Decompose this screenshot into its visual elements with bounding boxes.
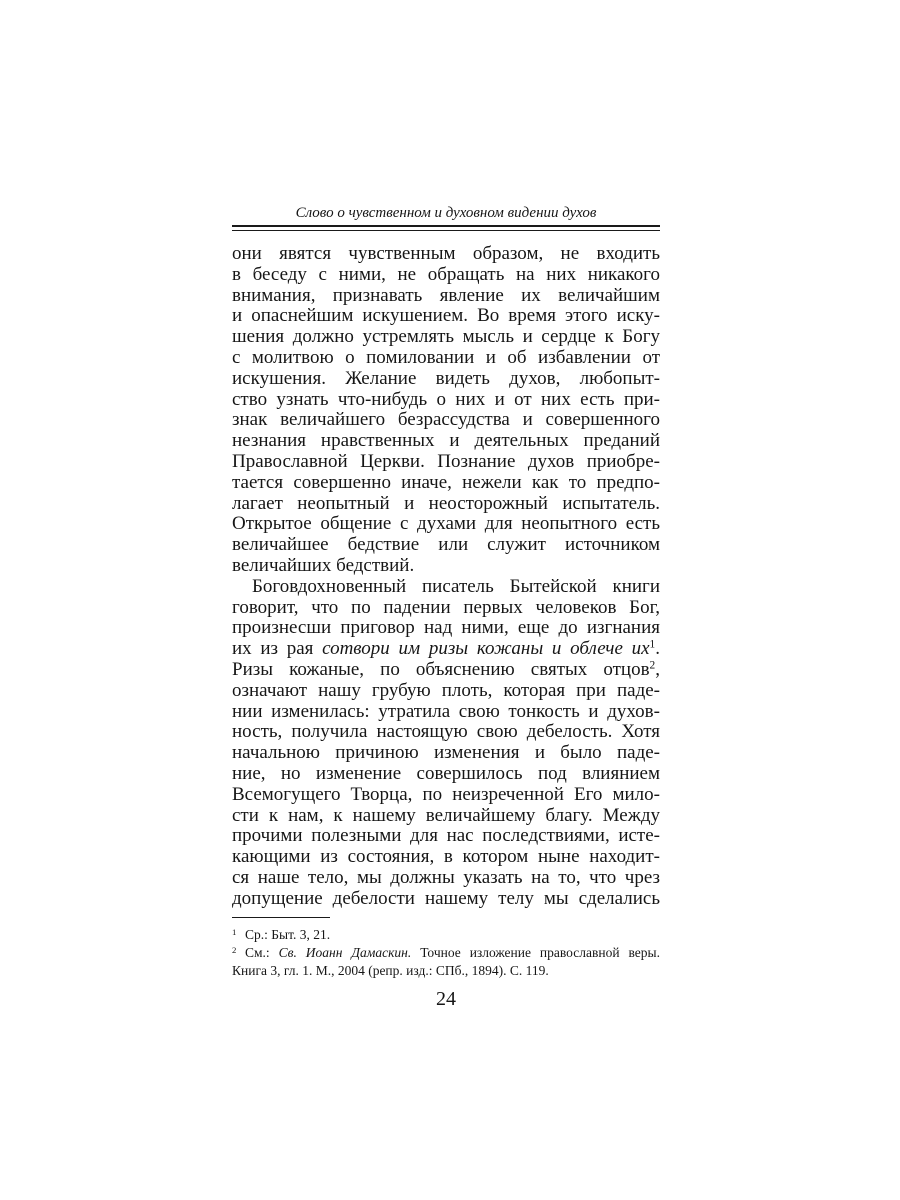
text-line: ся наше тело, мы должны указать на то, что чрез: [232, 866, 660, 888]
scripture-quote: сотвори им ризы кожаны и облече их: [322, 638, 650, 660]
text-line: допущение дебелости нашему телу мы сделались: [232, 887, 660, 909]
text-line: говорит, что по падении первых человеков Бог,: [232, 596, 660, 618]
text-line: они явятся чувственным образом, не входить: [232, 243, 660, 264]
footnote-ref-1[interactable]: 1: [649, 638, 656, 651]
footnotes: [232, 926, 660, 980]
text-line: Всемогущего Творца, по неизреченной Его мило-: [232, 783, 660, 805]
paragraph-end-line: величайших бедствий.: [232, 554, 415, 576]
text-line: Православной Церкви. Познание духов приобре-: [232, 450, 660, 472]
footnote-text: См.:: [245, 945, 279, 960]
line-text: их из рая: [232, 638, 323, 660]
text-line: тается совершенно иначе, нежели как то предпо-: [232, 471, 660, 493]
text-line: с молитвою о помиловании и об избавлении от: [232, 346, 660, 368]
text-line: начальною причиною изменения и было паде-: [232, 742, 660, 764]
line-text: Ризы кожаные, по объяснению святых отцов: [232, 658, 650, 680]
text-line: величайшее бедствие или служит источником: [232, 534, 660, 556]
page-number: 24: [436, 988, 456, 1010]
running-title: Слово о чувственном и духовном видении духов: [295, 205, 597, 221]
body-text: [232, 244, 660, 910]
text-line: ние, но изменение совершилось под влиянием: [232, 762, 660, 784]
paragraph-start-line: Боговдохновенный писатель Бытейской книги: [252, 575, 660, 597]
footnote-1: 1 Ср.: Быт. 3, 21.: [232, 926, 331, 942]
text-line: произнесши приговор над ними, еще до изгнания: [232, 617, 660, 639]
text-line: нии изменилась: утратила свою тонкость и духов-: [232, 700, 660, 722]
text-line: кающими из состояния, в котором ныне находит-: [232, 846, 660, 868]
footnote-2: 2 См.: Св. Иоанн Дамаскин. Точное изложение православной веры.: [232, 944, 660, 960]
footnote-ref-2[interactable]: 2: [649, 659, 656, 672]
footnote-author: Св. Иоанн Дамаскин.: [278, 945, 412, 960]
header-rule-thick: [232, 225, 660, 227]
text-line: ность, получила настоящую свою дебелость. Хотя: [232, 721, 660, 743]
text-line: и опаснейшим искушением. Во время этого иску-: [232, 305, 660, 327]
text-line: ство узнать что-нибудь о них и от них есть при-: [232, 388, 660, 410]
text-line: сти к нам, к нашему величайшему благу. Между: [232, 804, 660, 826]
text-line-with-ref: [232, 660, 660, 681]
text-line: шения должно устремлять мысль и сердце к Богу: [232, 326, 660, 348]
text-line: прочими полезными для нас последствиями, исте-: [232, 825, 660, 847]
footnote-text: Ср.: Быт. 3, 21.: [245, 927, 331, 942]
footnote-text: Точное изложение православной веры.: [411, 945, 660, 960]
text-line-with-quote: [232, 639, 660, 660]
header-rule-thin: [232, 230, 660, 231]
text-line: искушения. Желание видеть духов, любопыт-: [232, 367, 660, 389]
text-line: в беседу с ними, не обращать на них никакого: [232, 263, 660, 285]
text-line: знак величайшего безрассудства и совершенного: [232, 409, 660, 431]
line-text: ,: [655, 658, 660, 680]
text-line: лагает неопытный и неосторожный испытатель.: [232, 492, 660, 514]
text-line: означают нашу грубую плоть, которая при паде-: [232, 679, 660, 701]
line-text: .: [655, 638, 660, 660]
text-line: внимания, признавать явление их величайшим: [232, 284, 660, 306]
footnote-separator: [232, 917, 330, 918]
text-line: Открытое общение с духами для неопытного есть: [232, 513, 660, 535]
text-line: незнания нравственных и деятельных преданий: [232, 430, 660, 452]
footnote-2-continuation: Книга 3, гл. 1. М., 2004 (репр. изд.: СПб., 1894). С. 119.: [232, 963, 549, 978]
